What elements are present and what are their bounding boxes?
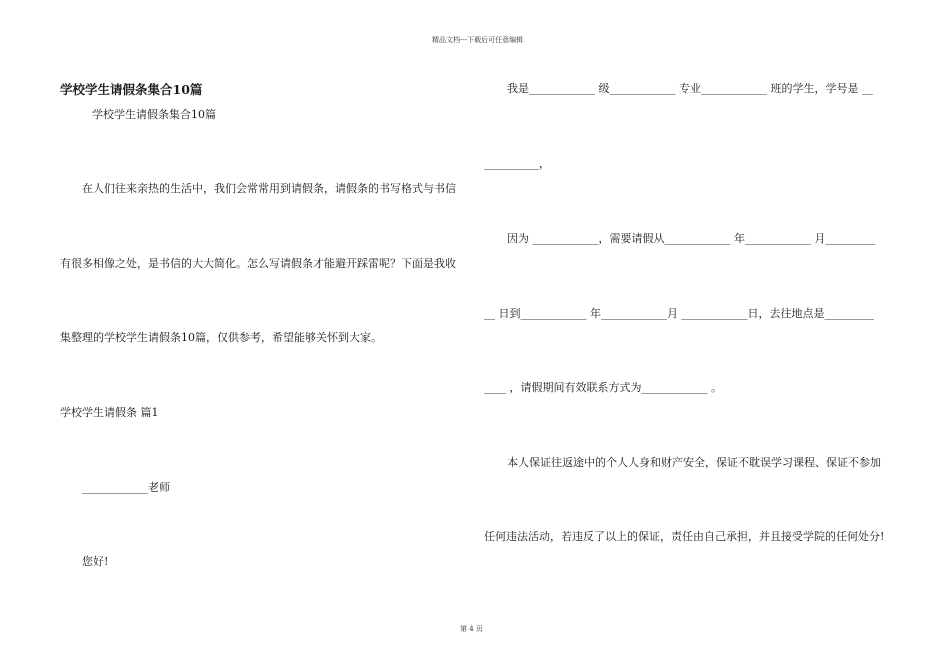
form-line-2: __________， (484, 157, 550, 170)
page-number: 第 4 页 (460, 625, 483, 633)
document-title: 学校学生请假条集合10篇 (60, 82, 203, 97)
header-note: 精品文档---下载后可任意编辑 (432, 36, 524, 44)
intro-line-3: 集整理的学校学生请假条10篇，仅供参考，希望能够关怀到大家。 (60, 331, 382, 344)
teacher-line: ____________老师 (82, 481, 170, 494)
form-line-5: ____ ，请假期间有效联系方式为____________ 。 (484, 381, 722, 394)
form-line-1: 我是____________ 级____________ 专业____________ 班的学生，学号是 __ (507, 82, 873, 95)
document-subtitle: 学校学生请假条集合10篇 (92, 108, 216, 121)
pledge-line-1: 本人保证往返途中的个人人身和财产安全，保证不耽误学习课程、保证不参加 (507, 456, 881, 469)
pledge-line-2: 任何违法活动，若违反了以上的保证，责任由自己承担，并且接受学院的任何处分! (484, 530, 885, 543)
intro-line-2: 有很多相像之处，是书信的大大简化。怎么写请假条才能避开踩雷呢？下面是我收 (60, 257, 456, 270)
intro-line-1: 在人们往来亲热的生活中，我们会常常用到请假条，请假条的书写格式与书信 (82, 182, 456, 195)
section-heading: 学校学生请假条 篇1 (60, 406, 159, 419)
greeting-line: 您好! (82, 555, 109, 568)
form-line-3: 因为 ____________，需要请假从____________ 年____________ 月_________ (507, 232, 875, 245)
form-line-4: __ 日到____________ 年____________月 ____________日，去往地点是_________ (484, 307, 874, 320)
